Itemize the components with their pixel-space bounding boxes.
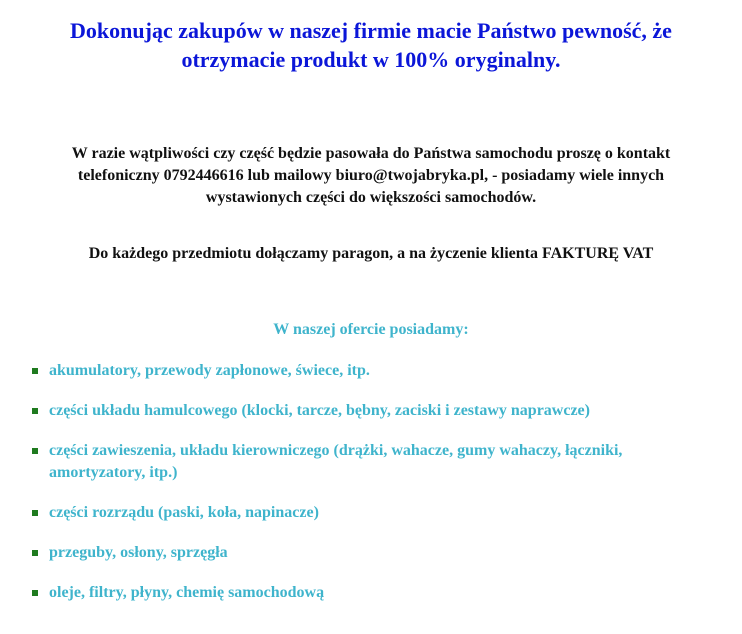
square-bullet-icon [32, 590, 38, 596]
square-bullet-icon [32, 408, 38, 414]
square-bullet-icon [32, 510, 38, 516]
list-item [0, 582, 742, 604]
list-item [0, 440, 742, 484]
offer-heading: W naszej ofercie posiadamy: [273, 321, 469, 338]
contact-line-1: W razie wątpliwości czy część będzie pasowała do Państwa samochodu proszę o kontakt [71, 145, 671, 162]
square-bullet-icon [32, 448, 38, 454]
square-bullet-icon [32, 368, 38, 374]
list-item [0, 360, 742, 382]
offer-list [0, 360, 742, 622]
contact-paragraph [0, 143, 742, 209]
headline-line-2: otrzymacie produkt w 100% oryginalny. [181, 47, 561, 72]
headline-line-1: Dokonując zakupów w naszej firmie macie Państwo pewność, że [70, 18, 672, 43]
list-item-text: części układu hamulcowego (klocki, tarcze, bębny, zaciski i zestawy naprawcze) [49, 402, 590, 419]
list-item-text: akumulatory, przewody zapłonowe, świece, itp. [49, 362, 370, 379]
list-item-text: oleje, filtry, płyny, chemię samochodową [49, 584, 325, 601]
list-item [0, 400, 742, 422]
contact-line-2: telefoniczny 0792446616 lub mailowy biuro@twojabryka.pl, - posiadamy wiele innych [77, 167, 665, 184]
list-item [0, 542, 742, 564]
contact-line-3: wystawionych części do większości samochodów. [205, 189, 537, 206]
list-item [0, 502, 742, 524]
headline [0, 16, 742, 74]
square-bullet-icon [32, 550, 38, 556]
list-item-text: przeguby, osłony, sprzęgła [49, 544, 228, 561]
receipt-paragraph: Do każdego przedmiotu dołączamy paragon, a na życzenie klienta FAKTURĘ VAT [88, 245, 654, 262]
list-item-text: części rozrządu (paski, koła, napinacze) [49, 504, 319, 521]
list-item-text: części zawieszenia, układu kierowniczego (drążki, wahacze, gumy wahaczy, łączniki, amortyzatory, itp.) [49, 442, 623, 481]
